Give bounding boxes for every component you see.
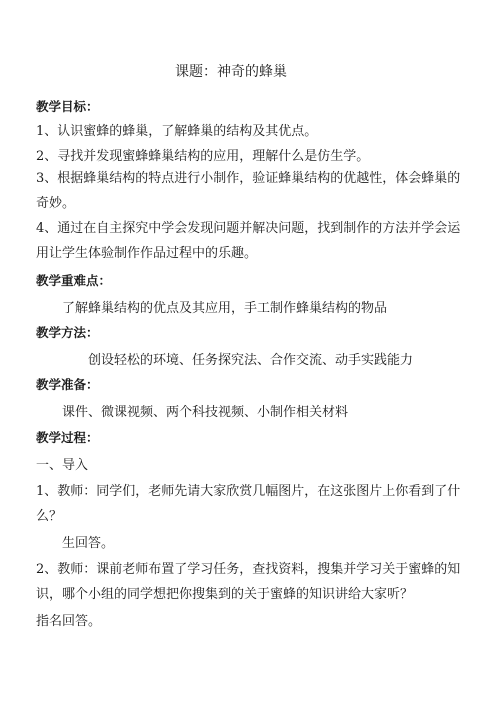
preparation-text: 课件、微课视频、两个科技视频、小制作相关材料	[62, 405, 349, 420]
process-step-2-answer: 指名回答。	[36, 614, 102, 629]
process-step-2: 2、教师：课前老师布置了学习任务，查找资料，搜集并学习关于蜜蜂的知识，哪个小组的同学想把你搜集到的关于蜜蜂的知识讲给大家听？	[36, 562, 461, 602]
objective-3: 3、根据蜂巢结构的特点进行小制作，验证蜂巢结构的优越性，体会蜂巢的奇妙。	[36, 171, 461, 211]
objectives-heading: 教学目标：	[36, 99, 99, 114]
key-points-text: 了解蜂巢结构的优点及其应用，手工制作蜂巢结构的物品	[62, 301, 388, 316]
methods-text: 创设轻松的环境、任务探究法、合作交流、动手实践能力	[88, 353, 414, 368]
process-intro: 一、导入	[36, 458, 89, 473]
methods-heading: 教学方法：	[36, 325, 99, 340]
page-title: 课题：神奇的蜂巢	[175, 64, 287, 80]
preparation-heading: 教学准备：	[36, 377, 99, 392]
process-step-1-answer: 生回答。	[62, 536, 115, 551]
process-step-1: 1、教师：同学们，老师先请大家欣赏几幅图片，在这张图片上你看到了什么？	[36, 484, 461, 524]
objective-1: 1、认识蜜蜂的蜂巢，了解蜂巢的结构及其优点。	[36, 124, 318, 139]
objective-4: 4、通过在自主探究中学会发现问题并解决问题，找到制作的方法并学会运用让学生体验制作作品过程中的乐趣。	[36, 221, 461, 261]
objective-2: 2、寻找并发现蜜蜂蜂巢结构的应用，理解什么是仿生学。	[36, 149, 370, 164]
key-points-heading: 教学重难点：	[36, 273, 112, 288]
process-heading: 教学过程：	[36, 430, 99, 445]
